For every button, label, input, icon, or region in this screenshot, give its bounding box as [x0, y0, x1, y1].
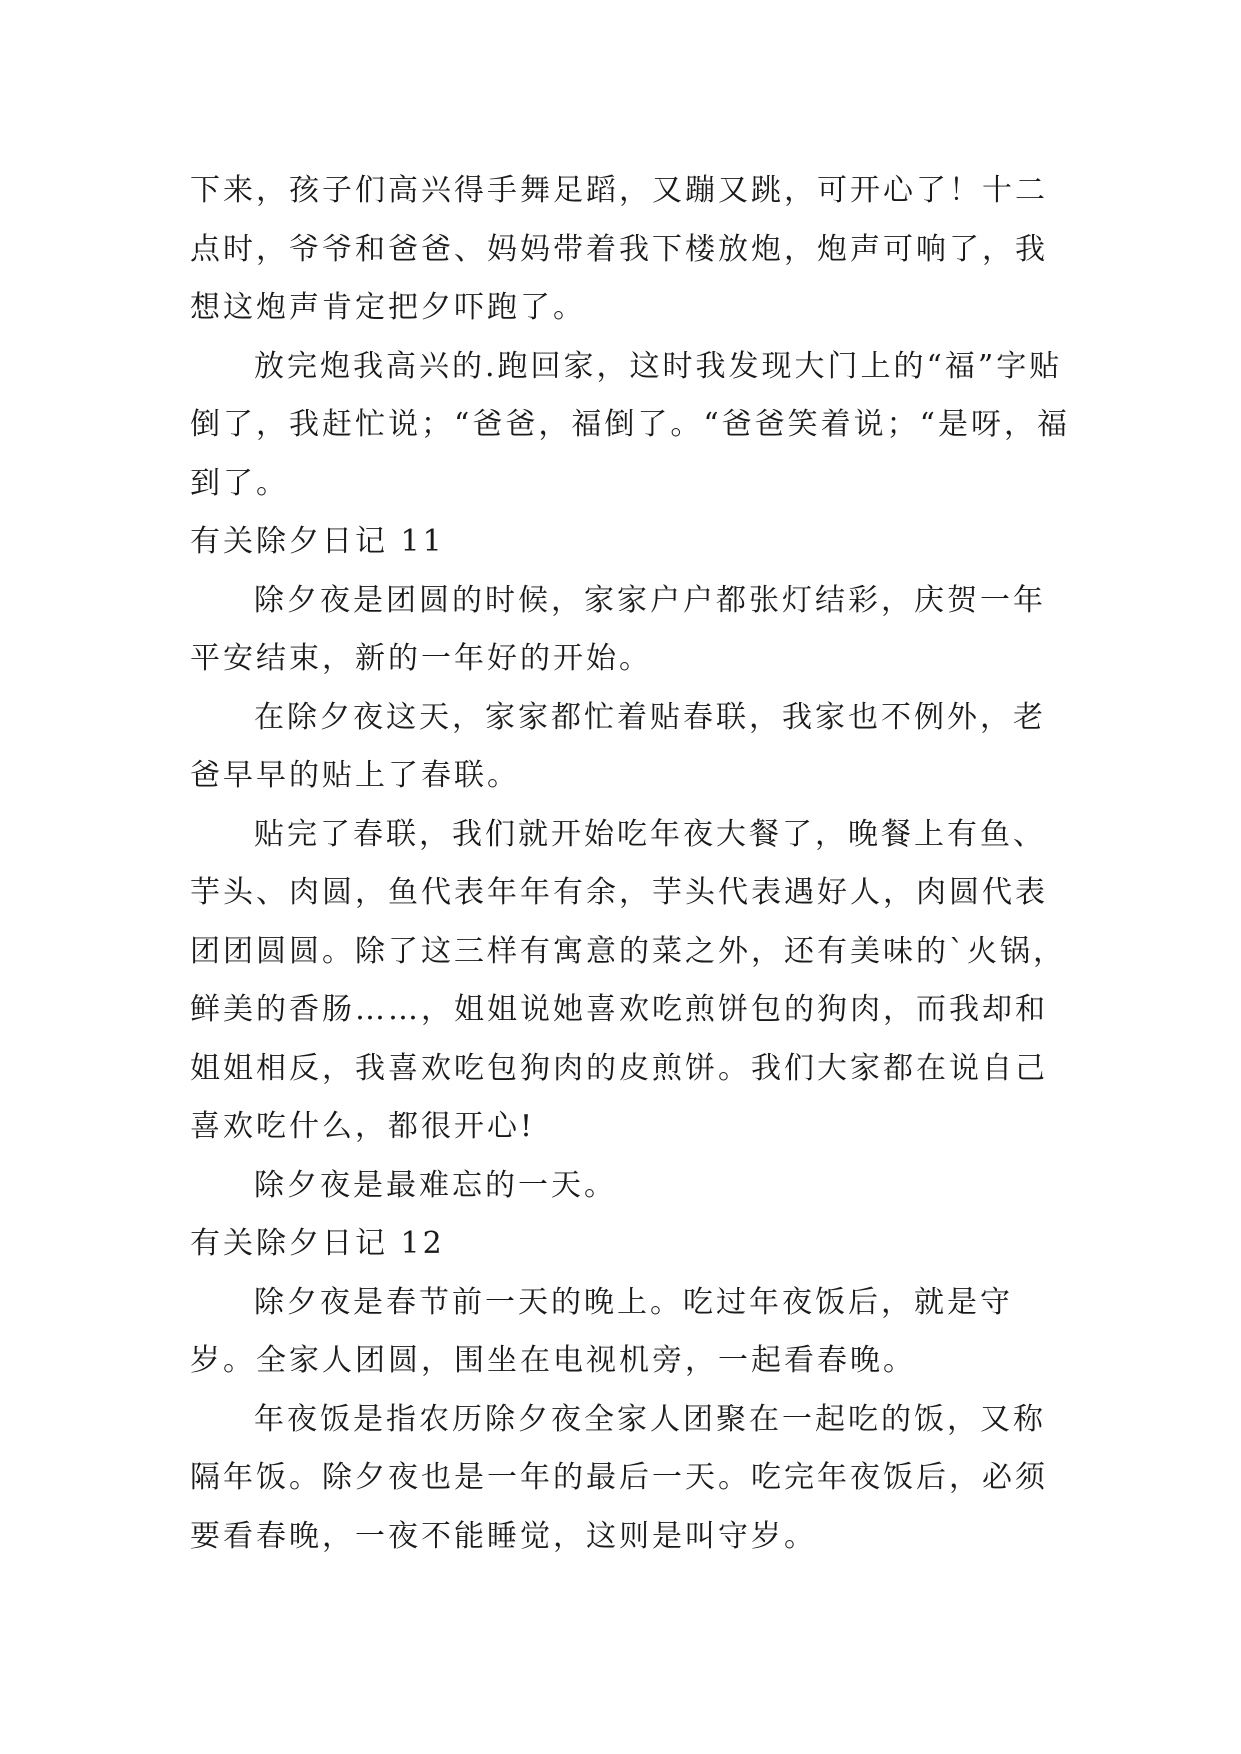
paragraph: 贴完了春联，我们就开始吃年夜大餐了，晚餐上有鱼、芋头、肉圆，鱼代表年年有余，芋头代表遇好人，肉圆代表团团圆圆。除了这三样有寓意的菜之外，还有美味的`火锅，鲜美的香肠……，姐姐说她喜欢吃煎饼包的狗肉，而我却和姐姐相反，我喜欢吃包狗肉的皮煎饼。我们大家都在说自己喜欢吃什么，都很开心!	[190, 816, 1066, 1144]
document-body	[190, 162, 1070, 1566]
paragraph: 除夕夜是春节前一天的晚上。吃过年夜饭后，就是守岁。全家人团圆，围坐在电视机旁，一起看春晚。	[190, 1284, 1013, 1378]
paragraph: 除夕夜是最难忘的一天。	[254, 1167, 617, 1203]
paragraph: 除夕夜是团圆的时候，家家户户都张灯结彩，庆贺一年平安结束，新的一年好的开始。	[190, 582, 1046, 676]
paragraph: 年夜饭是指农历除夕夜全家人团聚在一起吃的饭，又称隔年饭。除夕夜也是一年的最后一天。吃完年夜饭后，必须要看春晚，一夜不能睡觉，这则是叫守岁。	[190, 1401, 1048, 1554]
paragraph: 在除夕夜这天，家家都忙着贴春联，我家也不例外，老爸早早的贴上了春联。	[190, 699, 1046, 793]
section-heading: 有关除夕日记 12	[190, 1226, 445, 1261]
paragraph: 下来，孩子们高兴得手舞足蹈，又蹦又跳，可开心了！十二点时，爷爷和爸爸、妈妈带着我下楼放炮，炮声可响了，我想这炮声肯定把夕吓跑了。	[190, 173, 1048, 325]
paragraph: 放完炮我高兴的.跑回家，这时我发现大门上的“福”字贴倒了，我赶忙说；“爸爸，福倒了。“爸爸笑着说；“是呀，福到了。	[190, 348, 1071, 501]
section-heading: 有关除夕日记 11	[190, 524, 445, 559]
